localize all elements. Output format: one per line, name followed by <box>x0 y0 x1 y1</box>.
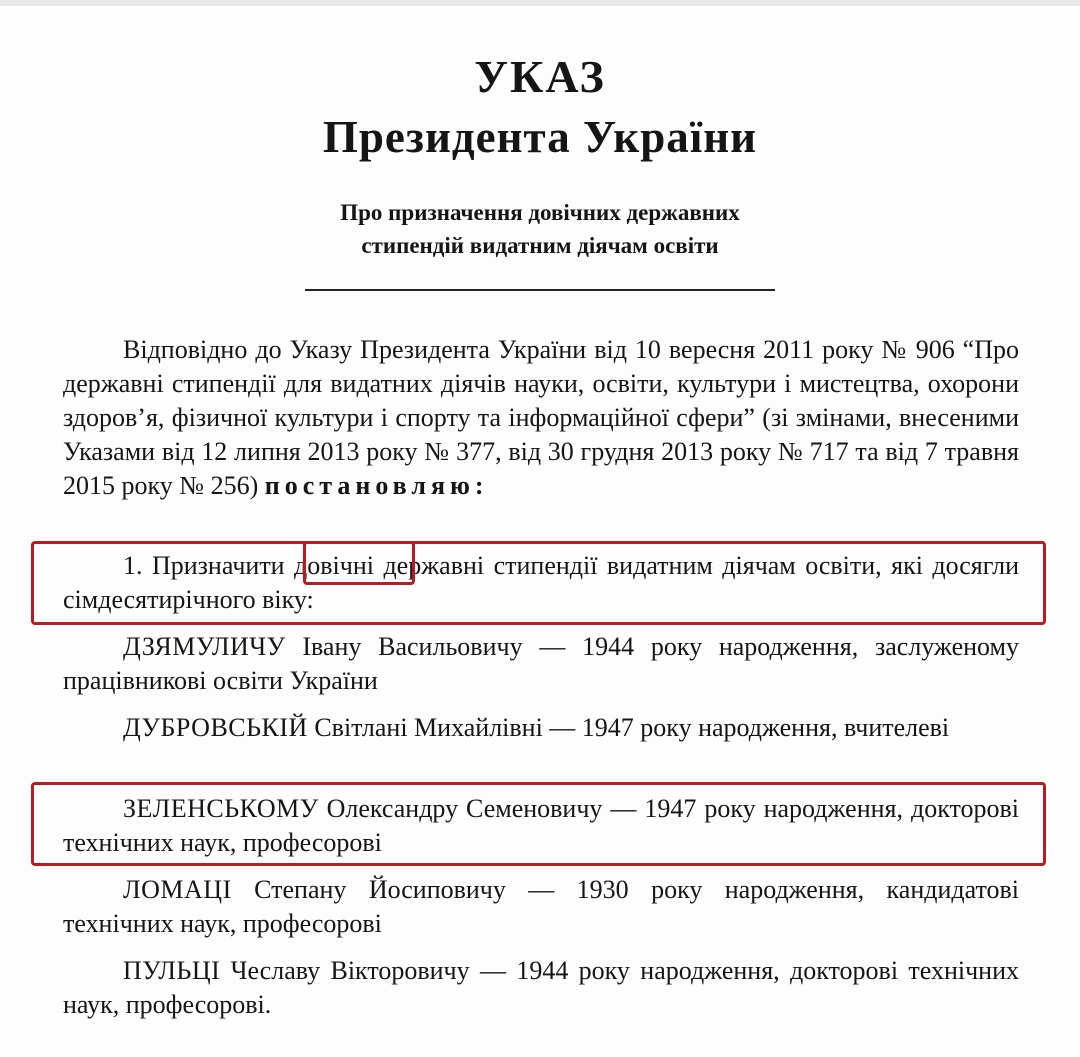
recipient-surname: ЗЕЛЕНСЬКОМУ <box>123 794 319 823</box>
highlighted-word: довічні <box>294 551 374 580</box>
highlight-box-recipient <box>31 782 1046 866</box>
recipient-surname: ДЗЯМУЛИЧУ <box>123 632 286 661</box>
decree-word: постановляю: <box>264 471 489 500</box>
recipient-paragraph <box>63 711 1019 745</box>
decree-title: УКАЗ <box>474 51 606 102</box>
scan-edge <box>0 0 1080 6</box>
recipient-surname: ПУЛЬЦІ <box>123 956 221 985</box>
subject-line-2: стипендій видатним діячам освіти <box>361 233 719 258</box>
title-divider <box>305 289 775 291</box>
preamble-text: Відповідно до Указу Президента України від 10 вересня 2011 року № 906 “Про державні стипендії для видатних діячів науки, освіти, культури і мистецтва, охорони здоров’я, фізичної культури і спорту та інформаційної сфери” (зі змінами, внесеними Указами від 12 липня 2013 року № 377, від 30 грудня 2013 року № 717 та від 7 травня 2015 року № 256) <box>63 335 1019 500</box>
recipient-surname: ДУБРОВСЬКІЙ <box>123 713 308 742</box>
recipient-details: Олександру Семеновичу — 1947 року народження, докторові технічних наук, професорові <box>63 794 1019 857</box>
recipient-paragraph <box>63 873 1019 941</box>
decree-issuer: Президента України <box>322 112 758 162</box>
recipient-details: Чеславу Вікторовичу — 1944 року народження, докторові технічних наук, професорові. <box>63 956 1019 1019</box>
highlight-box-item-1 <box>31 541 1046 625</box>
subject-line-1: Про призначення довічних державних <box>340 200 740 225</box>
decree-subject <box>0 196 1080 262</box>
recipient-surname: ЛОМАЦІ <box>123 875 232 904</box>
item-1-before: 1. Призначити <box>123 551 295 580</box>
recipient-paragraph <box>63 630 1019 698</box>
recipient-details: Світлані Михайлівні — 1947 року народження, вчителеві <box>307 713 950 742</box>
highlight-box-word <box>303 541 415 585</box>
item-1-after: державні стипендії видатним діячам освіти, які досягли сімдесятирічного віку: <box>63 551 1020 614</box>
preamble-paragraph <box>63 333 1019 503</box>
recipient-details: Івану Васильовичу — 1944 року народження, заслуженому працівникові освіти України <box>63 632 1019 695</box>
recipient-details: Степану Йосиповичу — 1930 року народження, кандидатові технічних наук, професорові <box>63 875 1019 938</box>
recipient-paragraph <box>63 954 1019 1022</box>
